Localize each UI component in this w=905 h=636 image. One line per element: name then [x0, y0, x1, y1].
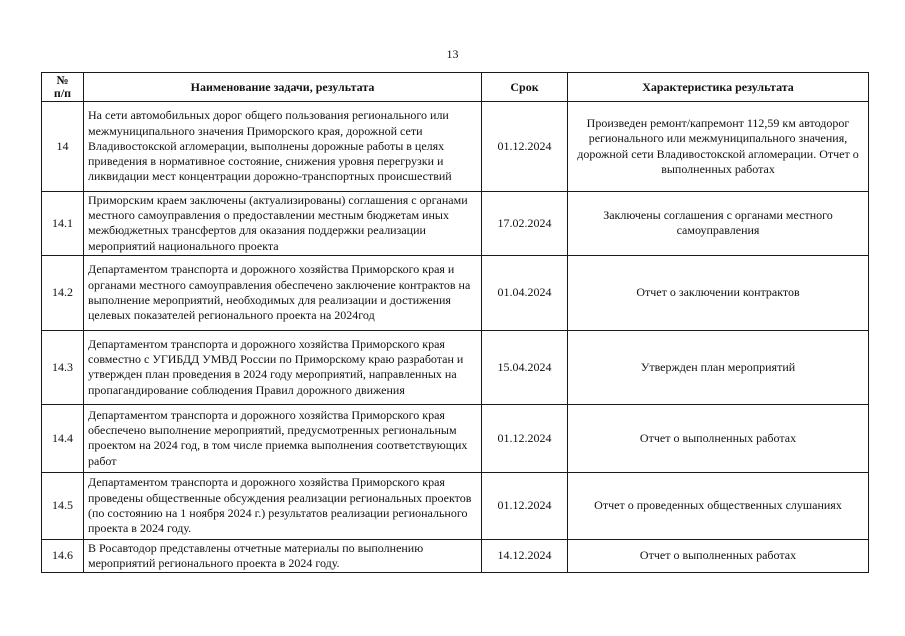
row-result: Произведен ремонт/капремонт 112,59 км автодорог регионального или межмуниципального значения, дорожной сети Владивостокской агломерации. Отчет о выполненных работах	[568, 102, 869, 192]
table-row	[42, 255, 869, 330]
header-task: Наименование задачи, результата	[84, 73, 482, 102]
table-row	[42, 472, 869, 539]
row-num: 14.2	[42, 255, 84, 330]
row-num: 14.6	[42, 539, 84, 572]
row-date: 01.12.2024	[482, 472, 568, 539]
table-row	[42, 192, 869, 256]
table-row	[42, 404, 869, 472]
row-result: Утвержден план мероприятий	[568, 330, 869, 404]
row-date: 14.12.2024	[482, 539, 568, 572]
row-date: 15.04.2024	[482, 330, 568, 404]
header-date: Срок	[482, 73, 568, 102]
row-task: Приморским краем заключены (актуализированы) соглашения с органами местного самоуправления о предоставлении местным бюджетам иных межбюджетных трансфертов для оказания поддержки реализации мероприятий национального проекта	[84, 192, 482, 256]
header-num: № п/п	[42, 73, 84, 102]
header-result: Характеристика результата	[568, 73, 869, 102]
row-task: На сети автомобильных дорог общего пользования регионального или межмуниципального значения Приморского края, дорожной сети Владивостокской агломерации, выполнены дорожные работы в целях приведения в нормативное состояние, снижения уровня перегрузки и ликвидации мест концентрации дорожно-транспортных происшествий	[84, 102, 482, 192]
row-result: Отчет о заключении контрактов	[568, 255, 869, 330]
row-num: 14.3	[42, 330, 84, 404]
row-result: Отчет о проведенных общественных слушаниях	[568, 472, 869, 539]
row-num: 14.1	[42, 192, 84, 256]
row-task: Департаментом транспорта и дорожного хозяйства Приморского края и органами местного самоуправления обеспечено заключение контрактов на выполнение мероприятий, необходимых для реализации и достижения целевых показателей регионального проекта на 2024год	[84, 255, 482, 330]
row-task: Департаментом транспорта и дорожного хозяйства Приморского края совместно с УГИБДД УМВД России по Приморскому краю разработан и утвержден план проведения в 2024 году мероприятий, направленных на пропагандирование соблюдения Правил дорожного движения	[84, 330, 482, 404]
page-number: 13	[446, 47, 459, 61]
row-result: Отчет о выполненных работах	[568, 539, 869, 572]
row-result: Заключены соглашения с органами местного самоуправления	[568, 192, 869, 256]
row-num: 14.5	[42, 472, 84, 539]
table-header-row	[42, 73, 869, 102]
row-num: 14.4	[42, 404, 84, 472]
row-task: Департаментом транспорта и дорожного хозяйства Приморского края обеспечено выполнение мероприятий, предусмотренных региональным проектом на 2024 год, в том числе приемка выполнения соответствующих работ	[84, 404, 482, 472]
row-task: В Росавтодор представлены отчетные материалы по выполнению мероприятий регионального проекта в 2024 году.	[84, 539, 482, 572]
row-date: 01.04.2024	[482, 255, 568, 330]
row-num: 14	[42, 102, 84, 192]
row-task: Департаментом транспорта и дорожного хозяйства Приморского края проведены общественные обсуждения реализации региональных проектов (по состоянию на 1 ноября 2024 г.) результатов реализации регионального проекта в 2024 году.	[84, 472, 482, 539]
row-result: Отчет о выполненных работах	[568, 404, 869, 472]
table-row	[42, 102, 869, 192]
tasks-table	[41, 72, 869, 573]
row-date: 01.12.2024	[482, 404, 568, 472]
row-date: 01.12.2024	[482, 102, 568, 192]
row-date: 17.02.2024	[482, 192, 568, 256]
table-row	[42, 330, 869, 404]
table-row	[42, 539, 869, 572]
